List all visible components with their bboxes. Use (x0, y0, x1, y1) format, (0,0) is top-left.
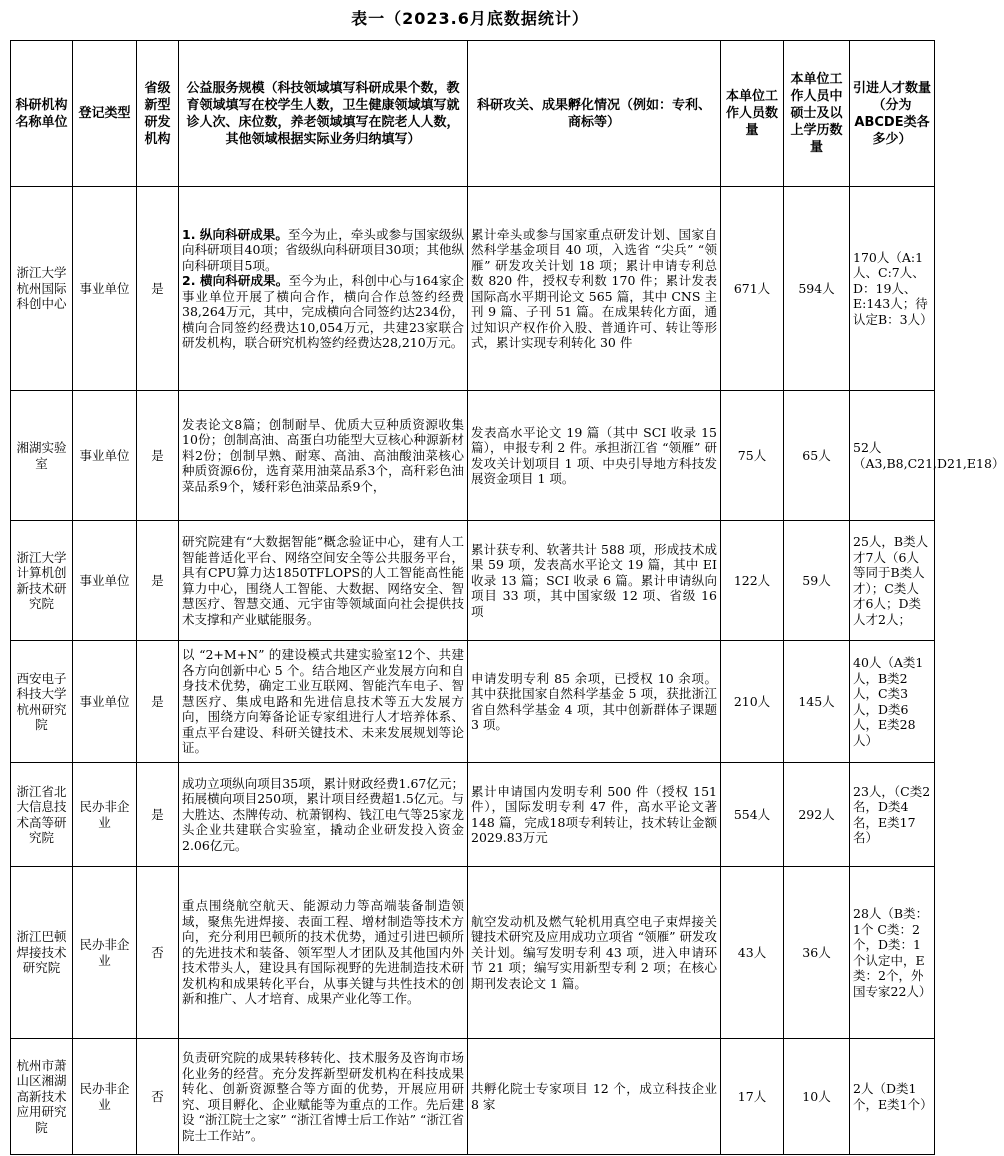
masters-count: 292人 (784, 763, 850, 867)
talent-count (850, 763, 935, 867)
masters-count: 145人 (784, 641, 850, 763)
service-scale (179, 641, 468, 763)
table-row (11, 521, 935, 641)
registration-type: 民办非企业 (73, 763, 137, 867)
research-summary (468, 641, 721, 763)
masters-count: 36人 (784, 867, 850, 1039)
header-row (11, 41, 935, 187)
research-summary (468, 187, 721, 391)
service-scale (179, 521, 468, 641)
header-service-scale: 公益服务规模（科技领域填写科研成果个数，教育领域填写在校学生人数，卫生健康领域填写就诊人次、床位数，养老领域填写在院老人人数，其他领域根据实际业务归纳填写） (179, 41, 468, 187)
talent-text: 2人（D类1个，E类1个） (853, 1081, 933, 1112)
service-scale (179, 867, 468, 1039)
staff-count: 210人 (721, 641, 784, 763)
table-row (11, 391, 935, 521)
scale-text: 负责研究院的成果转移转化、技术服务及咨询市场化业务的经营。充分发挥新型研发机构在科技成果转化、创新资源整合等方面的优势，开展应用研究、项目孵化、企业赋能等为重点的工作。先后建设 “浙江院士之家” “浙江省博士后工作站” “浙江省院士工作站”。 (182, 1050, 464, 1143)
org-name: 西安电子科技大学杭州研究院 (11, 641, 73, 763)
talent-count (850, 1039, 935, 1155)
org-name: 浙江巴顿焊接技术研究院 (11, 867, 73, 1039)
research-text: 累计牵头或参与国家重点研发计划、国家自然科学基金项目 40 项，入选省 “尖兵” “领雁” 研发攻关计划 18 项；累计申请专利总数 820 件，授权专利数 170 件；累计发表国际高水平期刊论文 565 篇，其中 CNS 主刊 9 篇、子刊 51 篇。在成果转化方面，通过知识产权作价入股、普通许可、转让等形式，累计实现专利转化 30 件 (471, 226, 717, 350)
service-scale (179, 187, 468, 391)
staff-count: 122人 (721, 521, 784, 641)
org-name: 浙江省北大信息技术高等研究院 (11, 763, 73, 867)
scale-text: 发表论文8篇；创制耐旱、优质大豆种质资源收集10份；创制高油、高蛋白功能型大豆核心种源新材料2份；创制早熟、耐寒、高油、高油酸油菜核心种质资源6份，选育菜用油菜品系3个，高秆彩色油菜品系9个，矮秆彩色油菜品系9个， (182, 416, 464, 494)
masters-count: 65人 (784, 391, 850, 521)
research-text: 累计获专利、软著共计 588 项，形成技术成果 59 项，发表高水平论文 19 篇，其中 EI 收录 13 篇；SCI 收录 6 篇。累计申请纵向项目 33 项，其中国家级 12 项、省级 16 项 (471, 541, 717, 619)
table-title: 表一（2023.6月底数据统计） (351, 9, 589, 28)
talent-text: 28人（B类：1个 C类：2个，D类：1个认定中，E类：2个，外国专家22人） (853, 906, 932, 999)
staff-count: 43人 (721, 867, 784, 1039)
scale-item-label: 2. 横向科研成果。 (182, 273, 289, 288)
provincial-flag: 是 (137, 763, 179, 867)
service-scale (179, 1039, 468, 1155)
service-scale (179, 391, 468, 521)
header-masters-count: 本单位工作人员中硕士及以上学历数量 (784, 41, 850, 187)
service-scale (179, 763, 468, 867)
org-name: 杭州市萧山区湘湖高新技术应用研究院 (11, 1039, 73, 1155)
provincial-flag: 否 (137, 1039, 179, 1155)
staff-count: 75人 (721, 391, 784, 521)
header-staff-count: 本单位工作人员数量 (721, 41, 784, 187)
masters-count: 594人 (784, 187, 850, 391)
talent-count (850, 391, 1004, 521)
research-summary (468, 391, 721, 521)
scale-item-text: 至今为止，科创中心与164家企事业单位开展了横向合作，横向合作总签约经费38,264万元，其中，完成横向合同签约达234份，横向合同签约经费达10,054万元，共建23家联合研发机构，联合研究机构签约经费达28,210万元。 (182, 273, 464, 350)
table-row (11, 763, 935, 867)
scale-text: 以 “2+M+N” 的建设模式共建实验室12个、共建各方向创新中心 5 个。结合地区产业发展方向和自身技术优势，确定工业互联网、智能汽车电子、智慧医疗、集成电路和先进信息技术等五大发展方向，围绕方向筹备论证专家组进行人才培养体系、重点平台建设、科研关键技术、未来发展规划等论证。 (182, 647, 464, 756)
scale-item-label: 1. 纵向科研成果。 (182, 226, 288, 242)
talent-text: 170人（A:1人、C:7人、D：19人、E:143人；待认定B：3人） (853, 249, 933, 327)
provincial-flag: 是 (137, 187, 179, 391)
registration-type: 事业单位 (73, 521, 137, 641)
provincial-flag: 否 (137, 867, 179, 1039)
staff-count: 554人 (721, 763, 784, 867)
provincial-flag: 是 (137, 391, 179, 521)
table-row (11, 867, 935, 1039)
talent-count (850, 521, 935, 641)
scale-text: 成功立项纵向项目35项，累计财政经费1.67亿元；拓展横向项目250项，累计项目经费超1.5亿元。与大胜达、杰牌传动、杭萧钢构、钱江电气等25家龙头企业共建联合实验室，撬动企业研发投入资金2.06亿元。 (182, 775, 464, 853)
research-text: 累计申请国内发明专利 500 件（授权 151 件），国际发明专利 47 件，高水平论文著 148 篇，完成18项专利转让，技术转让金额2029.83万元 (471, 783, 717, 845)
scale-text: 研究院建有“大数据智能”概念验证中心，建有人工智能普适化平台、网络空间安全等公共服务平台，具有CPU算力达1850TFLOPS的人工智能高性能算力中心，围绕人工智能、大数据、网络安全、智慧医疗、智慧交通、元宇宙等领域面向社会提供技术支撑和产业赋能服务。 (182, 534, 464, 627)
talent-count (850, 187, 935, 391)
research-text: 共孵化院士专家项目 12 个，成立科技企业 8 家 (471, 1081, 717, 1112)
table-row (11, 187, 935, 391)
research-summary (468, 763, 721, 867)
scale-item-text: 至今为止，牵头或参与国家级纵向科研项目40项；省级纵向科研项目30项；其他纵向科研项目5项。 (182, 226, 464, 273)
header-registration-type: 登记类型 (73, 41, 137, 187)
research-text: 发表高水平论文 19 篇（其中 SCI 收录 15 篇），申报专利 2 件。承担浙江省 “领雁” 研发攻关计划项目 1 项、中央引导地方科技发展资金项目 1 项。 (471, 424, 717, 486)
talent-text: 52人（A3,B8,C21,D21,E18） (853, 440, 1004, 471)
table-row (11, 641, 935, 763)
registration-type: 事业单位 (73, 641, 137, 763)
org-name: 浙江大学杭州国际科创中心 (11, 187, 73, 391)
talent-text: 40人（A类1人，B类2人，C类3人，D类6人，E类28人） (853, 655, 924, 748)
provincial-flag: 是 (137, 641, 179, 763)
registration-type: 民办非企业 (73, 867, 137, 1039)
registration-type: 事业单位 (73, 187, 137, 391)
header-talent: 引进人才数量（分为ABCDE类各多少） (850, 41, 935, 187)
provincial-flag: 是 (137, 521, 179, 641)
talent-count (850, 867, 935, 1039)
staff-count: 671人 (721, 187, 784, 391)
org-name: 湘湖实验室 (11, 391, 73, 521)
talent-text: 23人，（C类2名，D类4名，E类17名） (853, 783, 931, 845)
org-name: 浙江大学计算机创新技术研究院 (11, 521, 73, 641)
header-provincial: 省级新型研发机构 (137, 41, 179, 187)
scale-text: 重点围绕航空航天、能源动力等高端装备制造领域，聚焦先进焊接、表面工程、增材制造等技术方向，充分利用巴顿所的技术优势，通过引进巴顿所的先进技术和装备、领军型人才团队及其他国内外技术带头人，建设具有国际视野的先进制造技术研发机构和成果转化平台，从事关键与共性技术的创新和推广、人才培育、成果产业化等工作。 (182, 898, 464, 1007)
staff-count: 17人 (721, 1039, 784, 1155)
research-summary (468, 867, 721, 1039)
research-text: 申请发明专利 85 余项，已授权 10 余项。其中获批国家自然科学基金 5 项，获批浙江省自然科学基金 4 项，其中创新群体子课题 3 项。 (471, 670, 717, 732)
table-row (11, 1039, 935, 1155)
header-research: 科研攻关、成果孵化情况（例如：专利、商标等） (468, 41, 721, 187)
masters-count: 59人 (784, 521, 850, 641)
registration-type: 事业单位 (73, 391, 137, 521)
talent-count (850, 641, 935, 763)
research-summary (468, 1039, 721, 1155)
masters-count: 10人 (784, 1039, 850, 1155)
data-table (10, 40, 1004, 1155)
header-org-name: 科研机构名称单位 (11, 41, 73, 187)
talent-text: 25人，B类人才7人（6人等同于B类人才）；C类人才6人；D类人才2人； (853, 534, 929, 627)
research-text: 航空发动机及燃气轮机用真空电子束焊接关键技术研究及应用成功立项省 “领雁” 研发攻关计划。编写发明专利 43 项，进入申请环节 21 项；编写实用新型专利 2 项；在核心期刊发表论文 1 篇。 (471, 913, 717, 991)
registration-type: 民办非企业 (73, 1039, 137, 1155)
research-summary (468, 521, 721, 641)
